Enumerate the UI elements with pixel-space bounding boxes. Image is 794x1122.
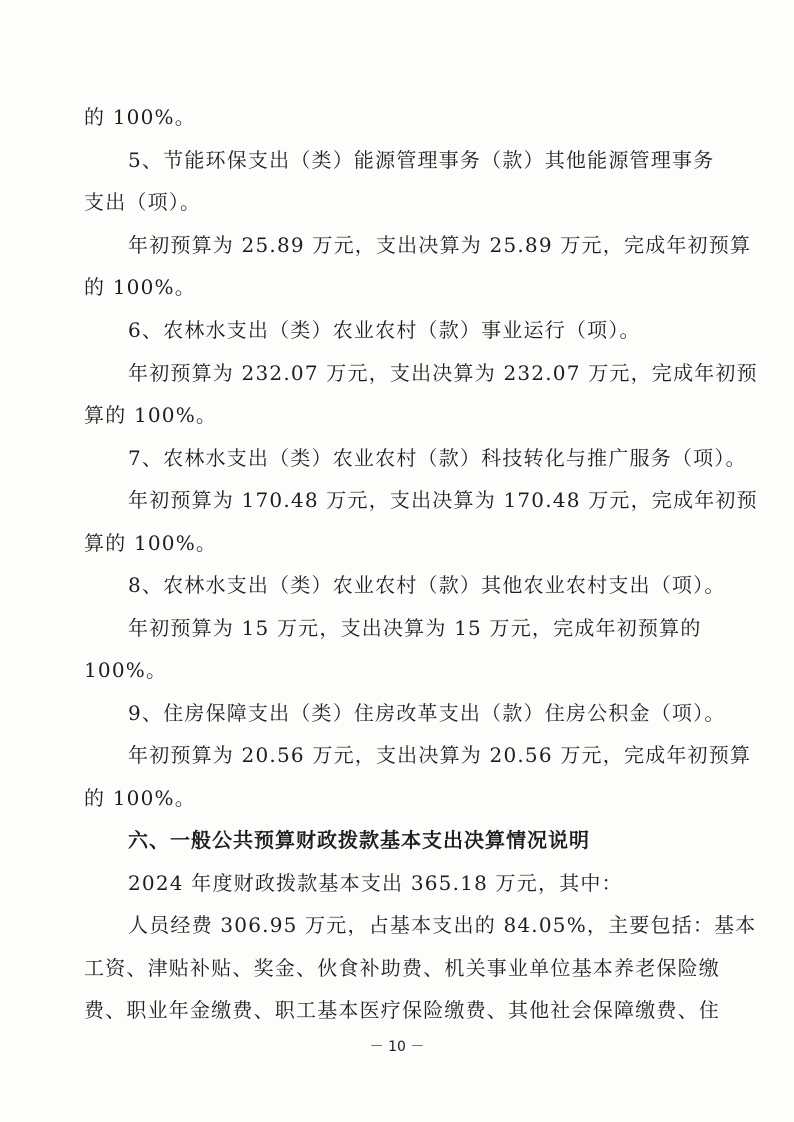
text-line: 人员经费 306.95 万元，占基本支出的 84.05%，主要包括：基本 <box>128 913 757 937</box>
text-line: 100%。 <box>84 658 168 682</box>
text-line: 年初预算为 25.89 万元，支出决算为 25.89 万元，完成年初预算 <box>128 233 752 257</box>
page-number: － 10 － <box>369 1039 425 1055</box>
section-heading: 六、一般公共预算财政拨款基本支出决算情况说明 <box>128 828 590 852</box>
text-line: 5、节能环保支出（类）能源管理事务（款）其他能源管理事务 <box>128 148 715 172</box>
text-line: 8、农林水支出（类）农业农村（款）其他农业农村支出（项）。 <box>128 573 726 597</box>
text-line: 年初预算为 20.56 万元，支出决算为 20.56 万元，完成年初预算 <box>128 743 752 767</box>
text-line: 支出（项）。 <box>84 190 202 214</box>
text-line: 2024 年度财政拨款基本支出 365.18 万元，其中： <box>128 871 623 895</box>
text-line: 9、住房保障支出（类）住房改革支出（款）住房公积金（项）。 <box>128 701 726 725</box>
text-line: 年初预算为 170.48 万元，支出决算为 170.48 万元，完成年初预 <box>128 488 758 512</box>
text-line: 年初预算为 15 万元，支出决算为 15 万元，完成年初预算的 <box>128 616 702 640</box>
text-line: 算的 100%。 <box>84 403 218 427</box>
text-line: 的 100%。 <box>84 786 196 810</box>
text-line: 费、职业年金缴费、职工基本医疗保险缴费、其他社会保障缴费、住 <box>84 998 720 1022</box>
text-line: 年初预算为 232.07 万元，支出决算为 232.07 万元，完成年初预 <box>128 361 758 385</box>
text-line: 7、农林水支出（类）农业农村（款）科技转化与推广服务（项）。 <box>128 446 747 470</box>
text-line: 的 100%。 <box>84 105 196 129</box>
text-line: 工资、津贴补贴、奖金、伙食补助费、机关事业单位基本养老保险缴 <box>84 956 720 980</box>
text-line: 的 100%。 <box>84 275 196 299</box>
text-line: 6、农林水支出（类）农业农村（款）事业运行（项）。 <box>128 318 641 342</box>
text-line: 算的 100%。 <box>84 531 218 555</box>
